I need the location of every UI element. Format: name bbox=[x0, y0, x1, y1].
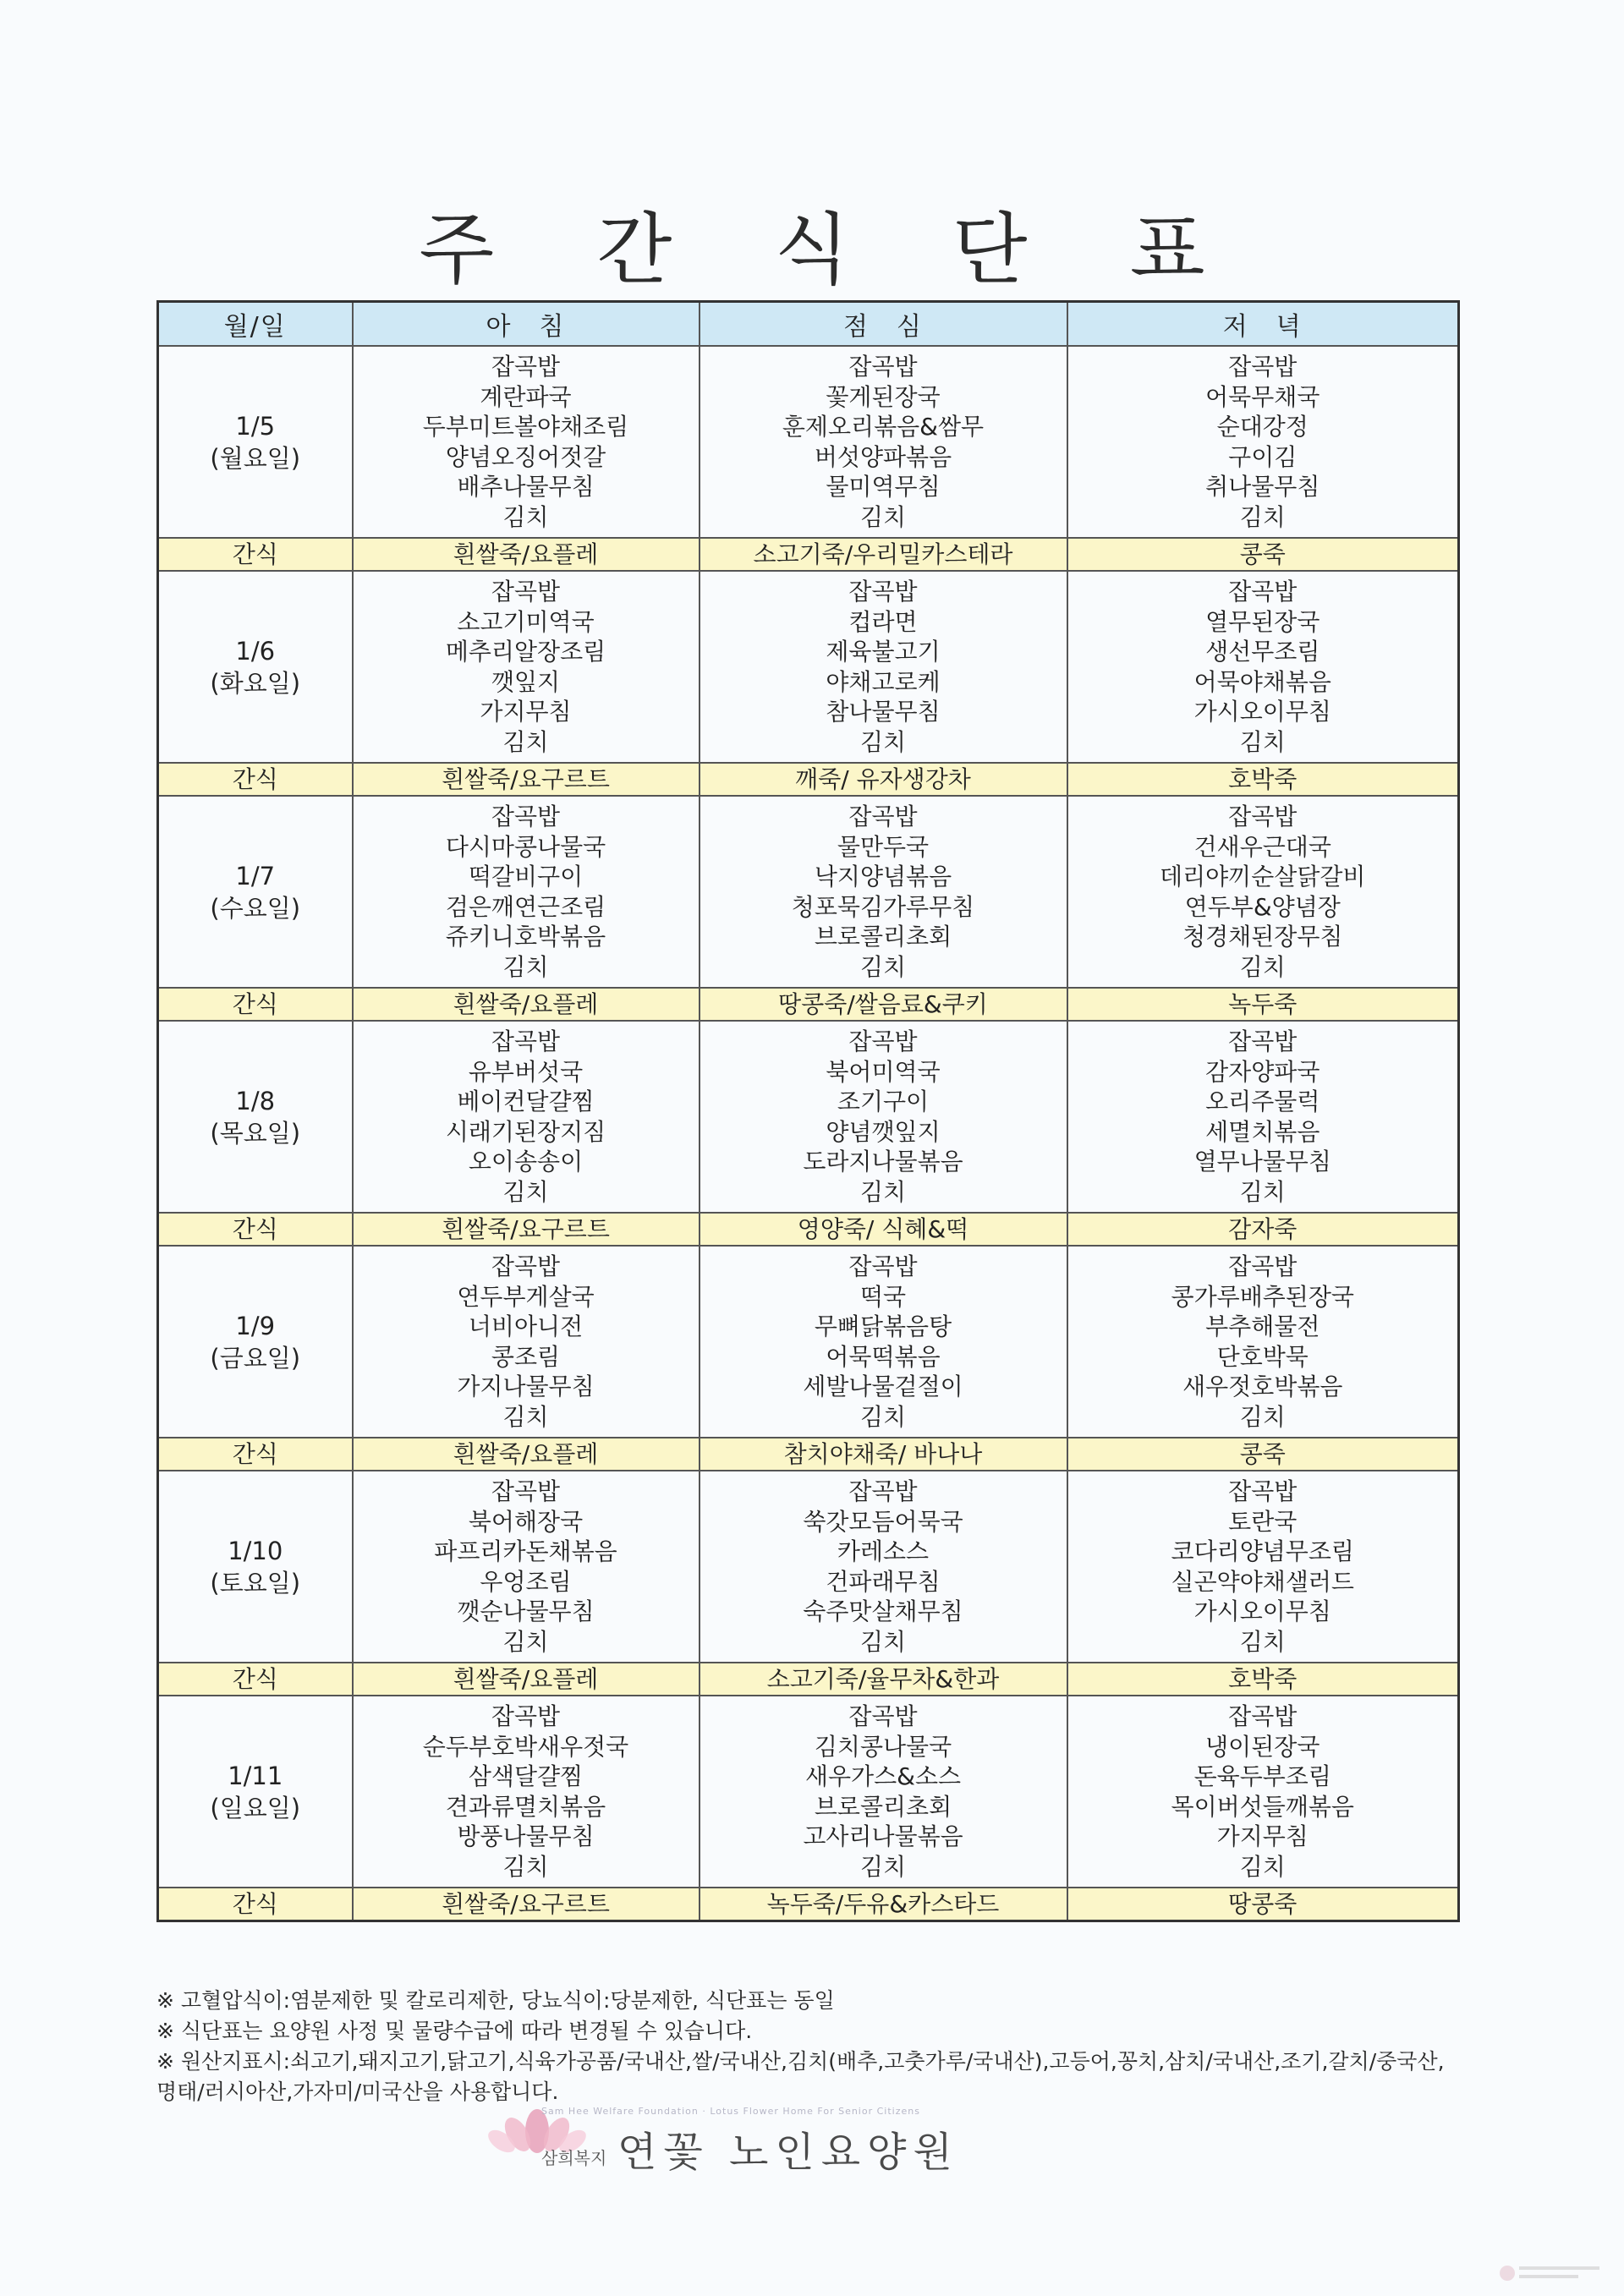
weekday-text: (화요일) bbox=[210, 668, 301, 698]
snack-item: 흰쌀죽/요플레 bbox=[353, 988, 700, 1021]
menu-item: 잡곡밥 bbox=[491, 803, 561, 830]
header-breakfast: 아 침 bbox=[353, 302, 700, 347]
menu-item: 무뼈닭볶음탕 bbox=[814, 1312, 952, 1340]
menu-item: 연두부게살국 bbox=[457, 1282, 595, 1311]
menu-item: 쥬키니호박볶음 bbox=[445, 923, 606, 951]
menu-item: 감자양파국 bbox=[1205, 1057, 1320, 1086]
date-text: 1/5 bbox=[235, 411, 276, 441]
menu-item: 검은깨연근조림 bbox=[445, 892, 606, 921]
menu-item: 김치 bbox=[859, 1627, 907, 1656]
menu-item: 잡곡밥 bbox=[491, 1477, 561, 1505]
snack-item: 흰쌀죽/요플레 bbox=[353, 1438, 700, 1471]
menu-item: 김치 bbox=[502, 952, 549, 981]
snack-item: 흰쌀죽/요구르트 bbox=[353, 1888, 700, 1921]
breakfast-cell bbox=[353, 1021, 700, 1213]
menu-item: 김치 bbox=[859, 952, 907, 981]
date-cell bbox=[158, 1021, 353, 1213]
day-row bbox=[158, 346, 1459, 538]
date-text: 1/11 bbox=[228, 1761, 283, 1790]
date-cell bbox=[158, 571, 353, 763]
menu-item: 돈육두부조림 bbox=[1193, 1762, 1331, 1790]
snack-row bbox=[158, 1213, 1459, 1246]
menu-item: 가지무침 bbox=[480, 698, 572, 726]
menu-item: 메추리알장조림 bbox=[445, 638, 606, 666]
menu-item: 잡곡밥 bbox=[491, 1702, 561, 1730]
snack-item: 콩죽 bbox=[1067, 538, 1459, 571]
menu-item: 청경채된장무침 bbox=[1182, 923, 1343, 951]
header-lunch: 점 심 bbox=[700, 302, 1067, 347]
menu-item: 콩가루배추된장국 bbox=[1171, 1282, 1354, 1311]
weekday-text: (월요일) bbox=[210, 443, 301, 473]
snack-item: 호박죽 bbox=[1067, 1663, 1459, 1696]
snack-item: 깨죽/ 유자생강차 bbox=[700, 763, 1067, 796]
menu-item: 잡곡밥 bbox=[1228, 1027, 1298, 1055]
date-text: 1/6 bbox=[235, 636, 276, 666]
lunch-cell bbox=[700, 1246, 1067, 1438]
menu-item: 참나물무침 bbox=[826, 698, 941, 726]
day-row bbox=[158, 796, 1459, 988]
dinner-cell bbox=[1067, 1696, 1459, 1888]
menu-item: 실곤약야채샐러드 bbox=[1171, 1567, 1354, 1596]
menu-item: 잡곡밥 bbox=[1228, 803, 1298, 830]
menu-item: 조기구이 bbox=[837, 1088, 930, 1115]
menu-item: 잡곡밥 bbox=[491, 1252, 561, 1280]
menu-item: 너비아니전 bbox=[468, 1312, 584, 1340]
menu-item: 잡곡밥 bbox=[1228, 353, 1298, 381]
menu-item: 떡갈비구이 bbox=[468, 863, 584, 890]
breakfast-cell bbox=[353, 1696, 700, 1888]
snack-item: 참치야채죽/ 바나나 bbox=[700, 1438, 1067, 1471]
date-text: 1/9 bbox=[235, 1311, 276, 1340]
corner-watermark-logo bbox=[1497, 2258, 1607, 2288]
menu-item: 도라지나물볶음 bbox=[803, 1148, 963, 1175]
snack-row bbox=[158, 538, 1459, 571]
menu-item: 냉이된장국 bbox=[1205, 1732, 1320, 1761]
menu-item: 청포묵김가루무침 bbox=[791, 892, 975, 921]
menu-item: 순대강정 bbox=[1216, 413, 1309, 441]
snack-item: 녹두죽/두유&카스타드 bbox=[700, 1888, 1067, 1921]
menu-item: 우엉조림 bbox=[480, 1567, 572, 1596]
breakfast-cell bbox=[353, 1471, 700, 1663]
menu-item: 연두부&양념장 bbox=[1184, 892, 1341, 921]
menu-item: 김치 bbox=[502, 1627, 549, 1656]
menu-item: 시래기된장지짐 bbox=[445, 1117, 606, 1146]
menu-item: 숙주맛살채무침 bbox=[803, 1597, 963, 1625]
menu-item: 제육불고기 bbox=[826, 638, 941, 666]
menu-item: 잡곡밥 bbox=[491, 1027, 561, 1055]
snack-item: 땅콩죽/쌀음료&쿠키 bbox=[700, 988, 1067, 1021]
notes bbox=[156, 1986, 1459, 2107]
menu-item: 잡곡밥 bbox=[1228, 578, 1298, 606]
footer-org-name: 연꽃 노인요양원 bbox=[617, 2129, 959, 2176]
note-diet: ※ 고혈압식이:염분제한 및 칼로리제한, 당뇨식이:당분제한, 식단표는 동일 bbox=[156, 1988, 835, 2013]
menu-item: 오리주물럭 bbox=[1205, 1088, 1320, 1115]
menu-item: 잡곡밥 bbox=[491, 353, 561, 381]
date-text: 1/10 bbox=[228, 1536, 283, 1565]
dinner-cell bbox=[1067, 1471, 1459, 1663]
date-cell bbox=[158, 1696, 353, 1888]
snack-item: 콩죽 bbox=[1067, 1438, 1459, 1471]
menu-item: 물미역무침 bbox=[826, 473, 941, 501]
menu-item: 계란파국 bbox=[480, 382, 572, 411]
menu-item: 콩조림 bbox=[491, 1342, 561, 1371]
snack-row bbox=[158, 1888, 1459, 1921]
menu-item: 소고기미역국 bbox=[457, 607, 595, 636]
footer-org-small: 삼희복지 bbox=[541, 2148, 607, 2168]
menu-item: 삼색달걀찜 bbox=[468, 1762, 584, 1790]
menu-item: 양념오징어젓갈 bbox=[445, 442, 606, 471]
menu-item: 견과류멸치볶음 bbox=[445, 1792, 606, 1821]
dinner-cell bbox=[1067, 571, 1459, 763]
menu-item: 고사리나물볶음 bbox=[803, 1822, 963, 1850]
day-row bbox=[158, 571, 1459, 763]
snack-row bbox=[158, 763, 1459, 796]
note-change: ※ 식단표는 요양원 사정 및 물량수급에 따라 변경될 수 있습니다. bbox=[156, 2019, 753, 2043]
breakfast-cell bbox=[353, 571, 700, 763]
menu-item: 코다리양념무조림 bbox=[1171, 1537, 1354, 1565]
footer-logo bbox=[457, 2106, 1133, 2190]
menu-item: 유부버섯국 bbox=[468, 1057, 584, 1086]
menu-item: 파프리카돈채볶음 bbox=[434, 1537, 617, 1565]
note-origin: ※ 원산지표시:쇠고기,돼지고기,닭고기,식육가공품/국내산,쌀/국내산,김치(배추,고춧가루/국내산),고등어,꽁치,삼치/국내산,조기,갈치/중국산,명태/러시아산,가자미/미국산을 사용합니다. bbox=[156, 2049, 1445, 2104]
snack-item: 땅콩죽 bbox=[1067, 1888, 1459, 1921]
snack-label: 간식 bbox=[158, 538, 353, 571]
menu-item: 꽃게된장국 bbox=[826, 382, 941, 411]
menu-item: 브로콜리초회 bbox=[814, 1792, 952, 1821]
lunch-cell bbox=[700, 796, 1067, 988]
menu-item: 잡곡밥 bbox=[848, 1027, 918, 1055]
breakfast-cell bbox=[353, 346, 700, 538]
weekday-text: (금요일) bbox=[210, 1343, 301, 1373]
footer-english-text: Sam Hee Welfare Foundation · Lotus Flower Home For Senior Citizens bbox=[541, 2106, 920, 2117]
menu-item: 잡곡밥 bbox=[848, 1252, 918, 1280]
menu-item: 김치 bbox=[859, 502, 907, 531]
table-header-row bbox=[158, 302, 1459, 347]
snack-item: 흰쌀죽/요플레 bbox=[353, 538, 700, 571]
lunch-cell bbox=[700, 1471, 1067, 1663]
menu-item: 쑥갓모듬어묵국 bbox=[803, 1507, 963, 1536]
menu-item: 잡곡밥 bbox=[1228, 1252, 1298, 1280]
weekly-menu-table bbox=[156, 300, 1460, 1922]
menu-item: 구이김 bbox=[1228, 442, 1298, 471]
date-text: 1/8 bbox=[235, 1086, 276, 1115]
snack-item: 흰쌀죽/요구르트 bbox=[353, 1213, 700, 1246]
snack-label: 간식 bbox=[158, 1213, 353, 1246]
menu-item: 북어미역국 bbox=[826, 1057, 941, 1086]
menu-item: 야채고로케 bbox=[826, 667, 941, 696]
snack-item: 흰쌀죽/요구르트 bbox=[353, 763, 700, 796]
breakfast-cell bbox=[353, 796, 700, 988]
menu-item: 컵라면 bbox=[848, 607, 918, 636]
menu-item: 잡곡밥 bbox=[848, 1702, 918, 1730]
menu-item: 김치 bbox=[859, 1177, 907, 1206]
snack-item: 녹두죽 bbox=[1067, 988, 1459, 1021]
menu-item: 건파래무침 bbox=[826, 1567, 941, 1596]
menu-item: 깻순나물무침 bbox=[457, 1597, 595, 1625]
snack-label: 간식 bbox=[158, 1438, 353, 1471]
menu-item: 취나물무침 bbox=[1205, 473, 1320, 501]
day-row bbox=[158, 1696, 1459, 1888]
menu-item: 김치 bbox=[859, 1402, 907, 1431]
menu-item: 방풍나물무침 bbox=[457, 1822, 595, 1850]
dinner-cell bbox=[1067, 796, 1459, 988]
menu-item: 가시오이무침 bbox=[1193, 698, 1331, 726]
menu-item: 어묵떡볶음 bbox=[826, 1342, 941, 1371]
menu-item: 세발나물겉절이 bbox=[803, 1373, 963, 1400]
snack-item: 호박죽 bbox=[1067, 763, 1459, 796]
weekday-text: (목요일) bbox=[210, 1118, 301, 1148]
page-title: 주 간 식 단 표 bbox=[419, 205, 1244, 295]
menu-item: 오이송송이 bbox=[468, 1148, 584, 1175]
menu-item: 단호박묵 bbox=[1216, 1342, 1309, 1371]
menu-item: 두부미트볼야채조림 bbox=[422, 413, 629, 441]
menu-item: 잡곡밥 bbox=[848, 1477, 918, 1505]
menu-item: 데리야끼순살닭갈비 bbox=[1160, 863, 1366, 890]
menu-item: 양념깻잎지 bbox=[826, 1117, 941, 1146]
menu-item: 김치 bbox=[1239, 1402, 1286, 1431]
menu-item: 브로콜리초회 bbox=[814, 923, 952, 951]
day-row bbox=[158, 1246, 1459, 1438]
menu-item: 새우젓호박볶음 bbox=[1182, 1373, 1343, 1400]
dinner-cell bbox=[1067, 1246, 1459, 1438]
snack-item: 흰쌀죽/요플레 bbox=[353, 1663, 700, 1696]
menu-item: 배추나물무침 bbox=[457, 473, 595, 501]
menu-item: 김치 bbox=[502, 1177, 549, 1206]
menu-item: 잡곡밥 bbox=[1228, 1477, 1298, 1505]
menu-item: 김치 bbox=[502, 1852, 549, 1881]
menu-item: 김치 bbox=[1239, 727, 1286, 756]
menu-item: 세멸치볶음 bbox=[1205, 1117, 1320, 1146]
menu-item: 김치콩나물국 bbox=[814, 1732, 952, 1761]
lunch-cell bbox=[700, 1696, 1067, 1888]
menu-item: 김치 bbox=[1239, 1852, 1286, 1881]
menu-item: 김치 bbox=[1239, 1627, 1286, 1656]
lunch-cell bbox=[700, 1021, 1067, 1213]
snack-label: 간식 bbox=[158, 763, 353, 796]
menu-item: 잡곡밥 bbox=[848, 803, 918, 830]
header-date: 월/일 bbox=[158, 302, 353, 347]
menu-item: 열무나물무침 bbox=[1193, 1148, 1331, 1175]
snack-item: 감자죽 bbox=[1067, 1213, 1459, 1246]
menu-item: 버섯양파볶음 bbox=[814, 442, 952, 471]
dinner-cell bbox=[1067, 346, 1459, 538]
menu-item: 김치 bbox=[502, 727, 549, 756]
menu-item: 김치 bbox=[1239, 502, 1286, 531]
menu-item: 가지무침 bbox=[1216, 1822, 1309, 1850]
dinner-cell bbox=[1067, 1021, 1459, 1213]
menu-item: 김치 bbox=[859, 727, 907, 756]
menu-item: 새우가스&소스 bbox=[804, 1762, 962, 1790]
date-cell bbox=[158, 1471, 353, 1663]
menu-item: 잡곡밥 bbox=[848, 353, 918, 381]
menu-item: 잡곡밥 bbox=[491, 578, 561, 606]
menu-item: 생선무조림 bbox=[1205, 638, 1320, 666]
date-text: 1/7 bbox=[235, 861, 276, 890]
snack-label: 간식 bbox=[158, 1888, 353, 1921]
menu-item: 목이버섯들깨볶음 bbox=[1171, 1792, 1354, 1821]
menu-item: 베이컨달걀찜 bbox=[457, 1088, 595, 1115]
menu-item: 어묵무채국 bbox=[1205, 382, 1320, 411]
menu-item: 카레소스 bbox=[837, 1537, 930, 1565]
snack-item: 소고기죽/율무차&한과 bbox=[700, 1663, 1067, 1696]
date-cell bbox=[158, 346, 353, 538]
menu-item: 토란국 bbox=[1228, 1507, 1298, 1536]
menu-item: 김치 bbox=[1239, 1177, 1286, 1206]
menu-item: 깻잎지 bbox=[491, 667, 561, 696]
menu-item: 부추해물전 bbox=[1205, 1312, 1320, 1340]
menu-item: 가시오이무침 bbox=[1193, 1597, 1331, 1625]
menu-item: 다시마콩나물국 bbox=[445, 832, 606, 861]
menu-item: 물만두국 bbox=[837, 832, 930, 861]
menu-item: 잡곡밥 bbox=[848, 578, 918, 606]
menu-item: 떡국 bbox=[859, 1282, 907, 1311]
snack-row bbox=[158, 1663, 1459, 1696]
weekday-text: (일요일) bbox=[210, 1793, 301, 1822]
day-row bbox=[158, 1021, 1459, 1213]
menu-item: 김치 bbox=[502, 502, 549, 531]
snack-item: 소고기죽/우리밀카스테라 bbox=[700, 538, 1067, 571]
snack-label: 간식 bbox=[158, 988, 353, 1021]
snack-item: 영양죽/ 식혜&떡 bbox=[700, 1213, 1067, 1246]
snack-row bbox=[158, 1438, 1459, 1471]
menu-item: 김치 bbox=[859, 1852, 907, 1881]
snack-label: 간식 bbox=[158, 1663, 353, 1696]
menu-item: 순두부호박새우젓국 bbox=[422, 1732, 629, 1761]
menu-item: 어묵야채볶음 bbox=[1193, 667, 1331, 696]
date-cell bbox=[158, 1246, 353, 1438]
menu-item: 훈제오리볶음&쌈무 bbox=[782, 413, 985, 441]
menu-item: 낙지양념볶음 bbox=[814, 863, 952, 890]
weekday-text: (수요일) bbox=[210, 893, 301, 923]
header-dinner: 저 녁 bbox=[1067, 302, 1459, 347]
breakfast-cell bbox=[353, 1246, 700, 1438]
weekday-text: (토요일) bbox=[210, 1568, 301, 1597]
lunch-cell bbox=[700, 571, 1067, 763]
menu-item: 김치 bbox=[502, 1402, 549, 1431]
menu-item: 건새우근대국 bbox=[1193, 832, 1331, 861]
snack-row bbox=[158, 988, 1459, 1021]
date-cell bbox=[158, 796, 353, 988]
day-row bbox=[158, 1471, 1459, 1663]
lunch-cell bbox=[700, 346, 1067, 538]
menu-item: 열무된장국 bbox=[1205, 607, 1320, 636]
menu-item: 잡곡밥 bbox=[1228, 1702, 1298, 1730]
menu-item: 북어해장국 bbox=[468, 1507, 584, 1536]
menu-item: 김치 bbox=[1239, 952, 1286, 981]
menu-item: 가지나물무침 bbox=[457, 1373, 595, 1400]
